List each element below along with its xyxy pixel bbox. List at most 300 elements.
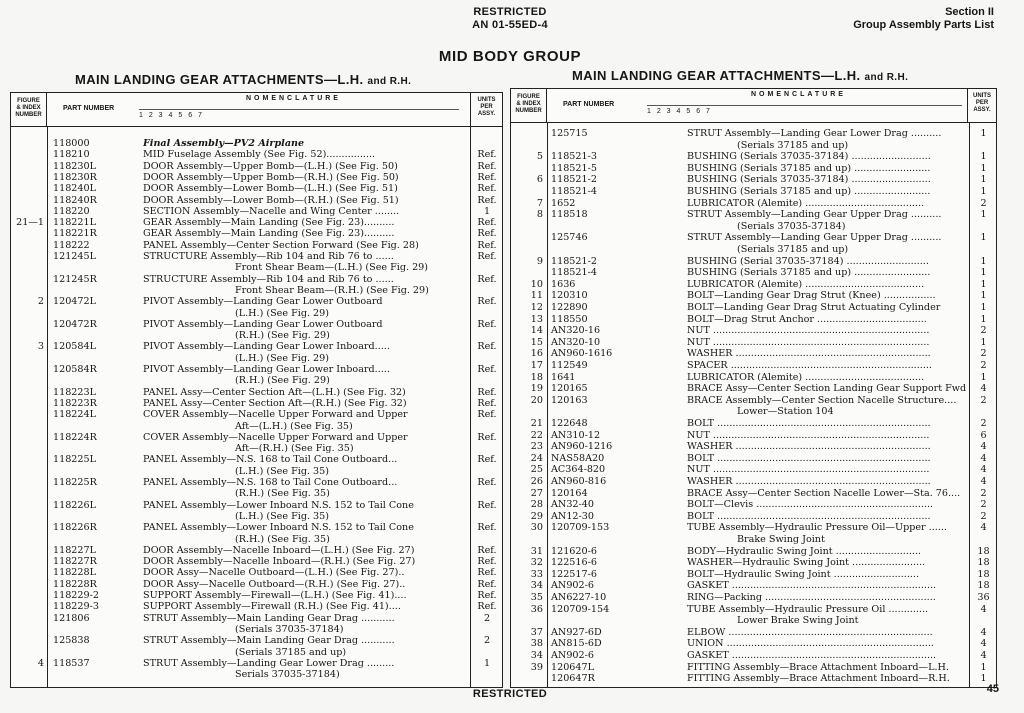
part-number: 118226L: [53, 499, 96, 511]
nomenclature: NUT .......................................................................: [687, 430, 930, 441]
figure-index: 31: [530, 545, 543, 557]
units-per-assembly: 4: [980, 383, 987, 395]
part-number: 118227L: [53, 544, 96, 556]
part-number: 125746: [551, 232, 588, 244]
nomenclature: (Serials 37185 and up): [235, 647, 347, 658]
part-number: AN6227-10: [551, 592, 607, 603]
nomenclature: TUBE Assembly—Hydraulic Pressure Oil .............: [687, 604, 929, 615]
part-number: 118521-2: [551, 174, 597, 186]
nomenclature: RING—Packing ........................................................: [687, 593, 936, 603]
part-number: AN902-6: [551, 580, 594, 592]
units-per-assembly: Ref.: [477, 431, 497, 443]
part-number: 120164: [551, 487, 588, 499]
part-number: 118225L: [53, 454, 96, 466]
part-number: 118230R: [53, 171, 97, 183]
figure-index: 7: [536, 197, 543, 209]
units-per-assembly: 2: [980, 325, 987, 337]
figure-index: 25: [530, 464, 543, 476]
part-number: 118221L: [53, 217, 96, 229]
units-per-assembly: 4: [980, 441, 987, 453]
part-number: AN960-1216: [551, 441, 613, 453]
right-section-title-main: MAIN LANDING GEAR ATTACHMENTS—L.H.: [572, 68, 861, 83]
part-number: 118227R: [53, 556, 97, 568]
header-section: Section II: [945, 6, 994, 18]
part-number: NAS58A20: [551, 452, 605, 464]
part-number: AN320-16: [551, 325, 601, 337]
part-number: 118240L: [53, 183, 96, 195]
nomenclature: Serials 37035-37184): [235, 670, 340, 681]
part-number: 118224L: [53, 409, 96, 421]
part-number: 118521-3: [551, 151, 597, 163]
nomenclature: PIVOT Assembly—Landing Gear Lower Inboard.....: [143, 365, 390, 375]
group-title: MID BODY GROUP: [438, 48, 582, 65]
units-per-assembly: 4: [980, 452, 987, 464]
nomenclature: WASHER—Hydraulic Swing Joint ........................: [687, 558, 926, 569]
nomenclature: WASHER ................................................................: [687, 477, 931, 487]
figure-index: 35: [530, 592, 543, 603]
nomenclature: TUBE Assembly—Hydraulic Pressure Oil—Upper ......: [687, 523, 947, 534]
part-number: 118220: [53, 205, 90, 217]
nomenclature: DOOR Assy—Nacelle Outboard—(L.H.) (See Fig. 27)..: [143, 568, 405, 579]
units-per-assembly: 18: [977, 580, 990, 592]
units-per-assembly: 1: [980, 267, 987, 279]
nomenclature: Aft—(L.H.) (See Fig. 35): [235, 421, 353, 432]
units-per-assembly: 6: [980, 429, 987, 441]
part-number: 118550: [551, 313, 588, 325]
units-per-assembly: Ref.: [477, 160, 497, 172]
right-parts-table: [510, 88, 997, 688]
units-per-assembly: Ref.: [477, 590, 497, 601]
nomenclature: BOLT ......................................................................: [687, 453, 931, 464]
part-number: 118240R: [53, 194, 97, 206]
header-doc-number: AN 01-55ED-4: [472, 19, 548, 31]
figure-index: 26: [530, 476, 543, 487]
part-number: 118221R: [53, 228, 97, 240]
left-header-nomenclature: NOMENCLATURE: [246, 95, 341, 102]
header-section-title: Group Assembly Parts List: [853, 19, 994, 31]
nomenclature: NUT .......................................................................: [687, 337, 930, 348]
part-number: 118229-3: [53, 601, 99, 613]
nomenclature: GEAR Assembly—Main Landing (See Fig. 23)..........: [143, 218, 395, 229]
units-per-assembly: 2: [980, 394, 987, 406]
nomenclature: BUSHING (Serials 37035-37184) ..........................: [687, 175, 931, 186]
nomenclature: NUT .......................................................................: [687, 326, 930, 337]
right-header-figure-index: FIGURE & INDEX NUMBER: [511, 89, 547, 123]
part-number: 118228L: [53, 567, 96, 579]
units-per-assembly: Ref.: [477, 341, 497, 353]
part-number: 120709-153: [551, 522, 610, 534]
part-number: 125838: [53, 635, 90, 647]
nomenclature: DOOR Assembly—Nacelle Inboard—(R.H.) (See Fig. 27): [143, 557, 416, 568]
part-number: AN310-12: [551, 429, 601, 441]
units-per-assembly: 1: [483, 205, 491, 217]
nomenclature: (Serials 37035-37184): [737, 221, 846, 232]
nomenclature: (R.H.) (See Fig. 29): [235, 376, 330, 387]
nomenclature: COVER Assembly—Nacelle Upper Forward and Upper: [143, 432, 408, 443]
part-number: 118222: [53, 239, 90, 251]
nomenclature: PANEL Assy—Center Section Aft—(R.H.) (See Fig. 32): [143, 398, 407, 409]
nomenclature: (L.H.) (See Fig. 29): [235, 353, 330, 364]
units-per-assembly: 1: [980, 313, 987, 325]
nomenclature: FITTING Assembly—Brace Attachment Inboard—R.H.: [687, 674, 950, 685]
nomenclature: Final Assembly—PV2 Airplane: [143, 139, 305, 149]
units-per-assembly: 1: [980, 336, 987, 348]
nomenclature: Brake Swing Joint: [737, 535, 825, 545]
nomenclature: Lower—Station 104: [737, 407, 834, 418]
nomenclature: BUSHING (Serial 37035-37184) ...........................: [687, 256, 929, 267]
part-number: 118226R: [53, 522, 97, 534]
nomenclature: DOOR Assembly—Upper Bomb—(R.H.) (See Fig. 50): [143, 172, 399, 183]
units-per-assembly: 1: [980, 151, 987, 163]
units-per-assembly: 2: [980, 360, 987, 371]
nomenclature: Aft—(R.H.) (See Fig. 35): [235, 444, 354, 455]
left-parts-table: [10, 92, 503, 688]
nomenclature: DOOR Assembly—Upper Bomb—(L.H.) (See Fig. 50): [143, 161, 398, 172]
part-number: 118225R: [53, 477, 97, 488]
part-number: AN32-40: [551, 499, 594, 511]
part-number: 120709-154: [551, 603, 610, 615]
nomenclature: SECTION Assembly—Nacelle and Wing Center ........: [143, 206, 400, 217]
figure-index: 5: [536, 151, 543, 163]
nomenclature: BUSHING (Serials 37185 and up) .........................: [687, 187, 931, 197]
nomenclature: GASKET ...................................................................: [687, 581, 937, 592]
figure-index: 38: [530, 638, 543, 650]
units-per-assembly: Ref.: [477, 251, 497, 262]
figure-index: 33: [530, 568, 543, 580]
units-per-assembly: 1: [483, 657, 491, 669]
right-header-units: UNITS PER ASSY.: [967, 89, 996, 123]
nomenclature: (Serials 37035-37184): [235, 624, 344, 635]
units-per-assembly: Ref.: [477, 386, 497, 398]
nomenclature: COVER Assembly—Nacelle Upper Forward and Upper: [143, 410, 408, 421]
figure-index: 20: [530, 394, 543, 406]
units-per-assembly: Ref.: [477, 239, 497, 251]
part-number: 120584L: [53, 341, 96, 353]
nomenclature: BUSHING (Serials 37185 and up) .........................: [687, 163, 931, 174]
part-number: 118521-2: [551, 255, 597, 267]
nomenclature: (Serials 37185 and up): [737, 245, 849, 255]
nomenclature: DOOR Assembly—Nacelle Inboard—(L.H.) (See Fig. 27): [143, 545, 415, 556]
nomenclature: (L.H.) (See Fig. 35): [235, 511, 330, 522]
nomenclature: DOOR Assy—Nacelle Outboard—(R.H.) (See Fig. 27)..: [143, 579, 406, 590]
part-number: AN902-6: [551, 650, 594, 661]
units-per-assembly: 2: [980, 499, 987, 511]
figure-index: 23: [530, 441, 543, 453]
part-number: 120584R: [53, 364, 97, 375]
left-header-units: UNITS PER ASSY.: [470, 93, 502, 127]
nomenclature: STRUCTURE Assembly—Rib 104 and Rib 76 to ......: [143, 274, 394, 285]
nomenclature: DOOR Assembly—Lower Bomb—(L.H.) (See Fig. 51): [143, 184, 398, 195]
part-number: 118229-2: [53, 590, 99, 601]
units-per-assembly: Ref.: [477, 296, 497, 308]
footer-classification: RESTRICTED: [472, 688, 548, 700]
units-per-assembly: Ref.: [477, 578, 497, 590]
units-per-assembly: 1: [980, 290, 987, 302]
nomenclature: BRACE Assy—Center Section Nacelle Lower—Sta. 76....: [687, 488, 961, 499]
left-header-part-number: PART NUMBER: [63, 105, 115, 112]
nomenclature: STRUT Assembly—Landing Gear Upper Drag ..........: [687, 210, 942, 221]
nomenclature: PIVOT Assembly—Landing Gear Lower Outboard: [143, 297, 383, 308]
units-per-assembly: Ref.: [477, 228, 497, 240]
units-per-assembly: 1: [980, 128, 987, 139]
right-header-levels: 1 2 3 4 5 6 7: [647, 105, 962, 115]
nomenclature: STRUT Assembly—Main Landing Gear Drag ...........: [143, 613, 395, 624]
right-section-title-suffix: and R.H.: [864, 72, 909, 83]
figure-index: 21—1: [16, 217, 44, 229]
part-number: 1641: [551, 371, 576, 383]
nomenclature: MID Fuselage Assembly (See Fig. 52)................: [143, 150, 376, 161]
figure-index: 13: [530, 313, 543, 325]
nomenclature: UNION ....................................................................: [687, 639, 934, 650]
units-per-assembly: 2: [980, 197, 987, 209]
figure-index: 6: [536, 174, 543, 186]
figure-index: 19: [530, 383, 543, 395]
units-per-assembly: 2: [980, 348, 987, 360]
part-number: 118521-4: [551, 186, 597, 197]
units-per-assembly: Ref.: [477, 171, 497, 183]
nomenclature: SUPPORT Assembly—Firewall (R.H.) (See Fig. 41)....: [143, 602, 401, 613]
part-number: 121245L: [53, 251, 96, 262]
units-per-assembly: Ref.: [477, 318, 497, 330]
units-per-assembly: 18: [977, 557, 990, 569]
part-number: 118537: [53, 657, 90, 669]
left-header-levels: 1 2 3 4 5 6 7: [139, 109, 459, 119]
part-number: AC364-820: [551, 464, 606, 476]
figure-index: 9: [536, 255, 543, 267]
part-number: AN320-10: [551, 336, 601, 348]
units-per-assembly: Ref.: [477, 477, 497, 488]
figure-index: 22: [530, 429, 543, 441]
nomenclature: BRACE Assembly—Center Section Nacelle Structure....: [687, 395, 957, 406]
nomenclature: WASHER ................................................................: [687, 349, 931, 360]
units-per-assembly: 1: [980, 371, 987, 383]
header-classification: RESTRICTED: [473, 6, 547, 18]
nomenclature: STRUT Assembly—Landing Gear Lower Drag .........: [143, 658, 395, 669]
nomenclature: Lower Brake Swing Joint: [737, 616, 859, 627]
units-per-assembly: 2: [483, 635, 491, 647]
units-per-assembly: Ref.: [477, 544, 497, 556]
right-header-part-number: PART NUMBER: [563, 101, 615, 108]
figure-index: 10: [530, 278, 543, 290]
figure-index: 3: [37, 341, 44, 353]
nomenclature: STRUT Assembly—Landing Gear Upper Drag ..........: [687, 233, 942, 244]
units-per-assembly: 1: [980, 186, 987, 197]
nomenclature: PANEL Assy—Center Section Aft—(L.H.) (See Fig. 32): [143, 387, 406, 398]
part-number: 121245R: [53, 273, 97, 285]
nomenclature: PANEL Assembly—Lower Inboard N.S. 152 to Tail Cone: [143, 523, 414, 534]
nomenclature: GASKET ...................................................................: [687, 651, 937, 661]
units-per-assembly: 1: [980, 232, 987, 244]
part-number: 118228R: [53, 578, 97, 590]
figure-index: 34: [530, 650, 543, 661]
part-number: 121620-6: [551, 545, 597, 557]
page-header-center: [380, 6, 640, 32]
nomenclature: LUBRICATOR (Alemite) .......................................: [687, 198, 925, 209]
nomenclature: FITTING Assembly—Brace Attachment Inboard—L.H.: [687, 662, 949, 673]
units-per-assembly: 1: [980, 661, 987, 673]
nomenclature: BOLT ......................................................................: [687, 511, 931, 522]
units-per-assembly: 4: [980, 603, 987, 615]
units-per-assembly: 4: [980, 650, 987, 661]
part-number: 120163: [551, 394, 588, 406]
figure-index: 15: [530, 336, 543, 348]
figure-index: 28: [530, 499, 543, 511]
part-number: 120310: [551, 290, 588, 302]
nomenclature: STRUCTURE Assembly—Rib 104 and Rib 76 to ......: [143, 252, 394, 262]
figure-index: 37: [530, 626, 543, 638]
units-per-assembly: 1: [980, 162, 987, 174]
nomenclature: GEAR Assembly—Main Landing (See Fig. 23)..........: [143, 229, 395, 240]
units-per-assembly: 1: [980, 302, 987, 313]
units-per-assembly: 1: [980, 174, 987, 186]
units-per-assembly: Ref.: [477, 556, 497, 568]
figure-index: 12: [530, 302, 543, 313]
left-section-title-suffix: and R.H.: [367, 76, 412, 87]
part-number: 120472R: [53, 318, 97, 330]
figure-index: 11: [530, 290, 543, 302]
figure-index: 16: [530, 348, 543, 360]
units-per-assembly: 18: [977, 568, 990, 580]
units-per-assembly: Ref.: [477, 194, 497, 206]
nomenclature: BOLT—Hydraulic Swing Joint ............................: [687, 569, 920, 580]
figure-index: 18: [530, 371, 543, 383]
part-number: 120647L: [551, 661, 594, 673]
part-number: 118521-4: [551, 267, 597, 279]
right-section-title: [572, 68, 908, 83]
figure-index: 2: [37, 296, 44, 308]
part-number: 118223R: [53, 397, 97, 409]
nomenclature: SPACER ..................................................................: [687, 361, 932, 371]
units-per-assembly: 4: [980, 476, 987, 487]
nomenclature: BUSHING (Serials 37035-37184) ..........................: [687, 152, 931, 163]
part-number: 125715: [551, 128, 588, 139]
part-number: 120647R: [551, 673, 595, 685]
nomenclature: (R.H.) (See Fig. 35): [235, 489, 330, 500]
nomenclature: BRACE Assy—Center Section Landing Gear Support Fwd: [687, 384, 967, 395]
right-header-nomenclature: NOMENCLATURE: [751, 91, 846, 98]
nomenclature: (R.H.) (See Fig. 29): [235, 331, 330, 342]
units-per-assembly: 4: [980, 464, 987, 476]
nomenclature: BOLT—Drag Strut Anchor ....................................: [687, 314, 927, 325]
part-number: 121806: [53, 612, 90, 624]
nomenclature: PANEL Assembly—Center Section Forward (See Fig. 28): [143, 240, 419, 251]
part-number: 118521-5: [551, 162, 597, 174]
part-number: 118230L: [53, 160, 96, 172]
part-number: 118223L: [53, 386, 96, 398]
nomenclature: DOOR Assembly—Lower Bomb—(R.H.) (See Fig. 51): [143, 195, 399, 206]
nomenclature: PANEL Assembly—Lower Inboard N.S. 152 to Tail Cone: [143, 500, 414, 511]
figure-index: 21: [530, 418, 543, 429]
page-number: 45: [986, 683, 999, 695]
nomenclature: PIVOT Assembly—Landing Gear Lower Outboard: [143, 319, 383, 330]
page-header-right: [853, 6, 994, 32]
part-number: 1652: [551, 197, 576, 209]
right-table-header: [511, 89, 996, 123]
units-per-assembly: 2: [483, 612, 491, 624]
figure-index: 14: [530, 325, 543, 337]
nomenclature: PANEL Assembly—N.S. 168 to Tail Cone Outboard...: [143, 478, 398, 488]
units-per-assembly: Ref.: [477, 149, 497, 161]
nomenclature: (L.H.) (See Fig. 29): [235, 308, 330, 319]
units-per-assembly: Ref.: [477, 183, 497, 195]
units-per-assembly: 4: [980, 638, 987, 650]
units-per-assembly: Ref.: [477, 567, 497, 579]
part-number: 122516-6: [551, 557, 597, 569]
nomenclature: BOLT—Clevis ..........................................................: [687, 500, 934, 511]
units-per-assembly: 4: [980, 522, 987, 534]
part-number: 1636: [551, 278, 576, 290]
nomenclature: NUT .......................................................................: [687, 465, 930, 476]
nomenclature: BUSHING (Serials 37185 and up) .........................: [687, 268, 931, 279]
units-per-assembly: Ref.: [477, 273, 497, 285]
units-per-assembly: 1: [980, 255, 987, 267]
part-number: 118518: [551, 209, 588, 221]
part-number: AN815-6D: [551, 638, 602, 650]
nomenclature: ELBOW ...................................................................: [687, 627, 933, 638]
units-per-assembly: 1: [980, 278, 987, 290]
units-per-assembly: Ref.: [477, 397, 497, 409]
units-per-assembly: Ref.: [477, 499, 497, 511]
nomenclature: STRUT Assembly—Main Landing Gear Drag ...........: [143, 636, 395, 647]
nomenclature: BOLT—Landing Gear Drag Strut Actuating Cylinder: [687, 303, 941, 313]
part-number: 120165: [551, 383, 588, 395]
figure-index: 32: [530, 557, 543, 569]
units-per-assembly: Ref.: [477, 409, 497, 421]
nomenclature: PANEL Assembly—N.S. 168 to Tail Cone Outboard...: [143, 455, 398, 466]
part-number: 122648: [551, 418, 588, 429]
left-section-title-main: MAIN LANDING GEAR ATTACHMENTS—L.H.: [75, 72, 364, 87]
nomenclature: PIVOT Assembly—Landing Gear Lower Inboard.....: [143, 342, 390, 353]
left-header-figure-index: FIGURE & INDEX NUMBER: [11, 93, 47, 127]
part-number: 120472L: [53, 296, 96, 308]
units-per-assembly: Ref.: [477, 601, 497, 613]
left-table-header: [11, 93, 502, 127]
units-per-assembly: Ref.: [477, 364, 497, 375]
figure-index: 30: [530, 522, 543, 534]
units-per-assembly: 2: [980, 418, 987, 429]
figure-index: 39: [530, 661, 543, 673]
part-number: 112549: [551, 360, 588, 371]
nomenclature: BODY—Hydraulic Swing Joint ............................: [687, 546, 922, 557]
part-number: 118210: [53, 149, 90, 161]
figure-index: 36: [530, 603, 543, 615]
units-per-assembly: Ref.: [477, 454, 497, 466]
units-per-assembly: Ref.: [477, 522, 497, 534]
nomenclature: Front Shear Beam—(R.H.) (See Fig. 29): [235, 285, 429, 296]
figure-index: 24: [530, 452, 543, 464]
nomenclature: (R.H.) (See Fig. 35): [235, 534, 330, 545]
figure-index: 4: [37, 657, 44, 669]
units-per-assembly: 2: [980, 510, 987, 522]
left-section-title: [75, 72, 411, 87]
nomenclature: LUBRICATOR (Alemite) .......................................: [687, 279, 925, 290]
units-per-assembly: 1: [980, 673, 987, 685]
units-per-assembly: 2: [980, 487, 987, 499]
figure-index: 29: [530, 510, 543, 522]
units-per-assembly: 36: [977, 592, 990, 603]
part-number: 118000: [53, 138, 90, 149]
part-number: 122517-6: [551, 568, 597, 580]
nomenclature: LUBRICATOR (Alemite) .......................................: [687, 372, 925, 383]
nomenclature: BOLT—Landing Gear Drag Strut (Knee) .................: [687, 291, 936, 302]
nomenclature: BOLT ......................................................................: [687, 419, 931, 429]
units-per-assembly: 1: [980, 209, 987, 221]
figure-index: 17: [530, 360, 543, 371]
nomenclature: (Serials 37185 and up): [737, 140, 849, 151]
nomenclature: STRUT Assembly—Landing Gear Lower Drag ..........: [687, 129, 942, 139]
units-per-assembly: 4: [980, 626, 987, 638]
part-number: AN927-6D: [551, 626, 602, 638]
